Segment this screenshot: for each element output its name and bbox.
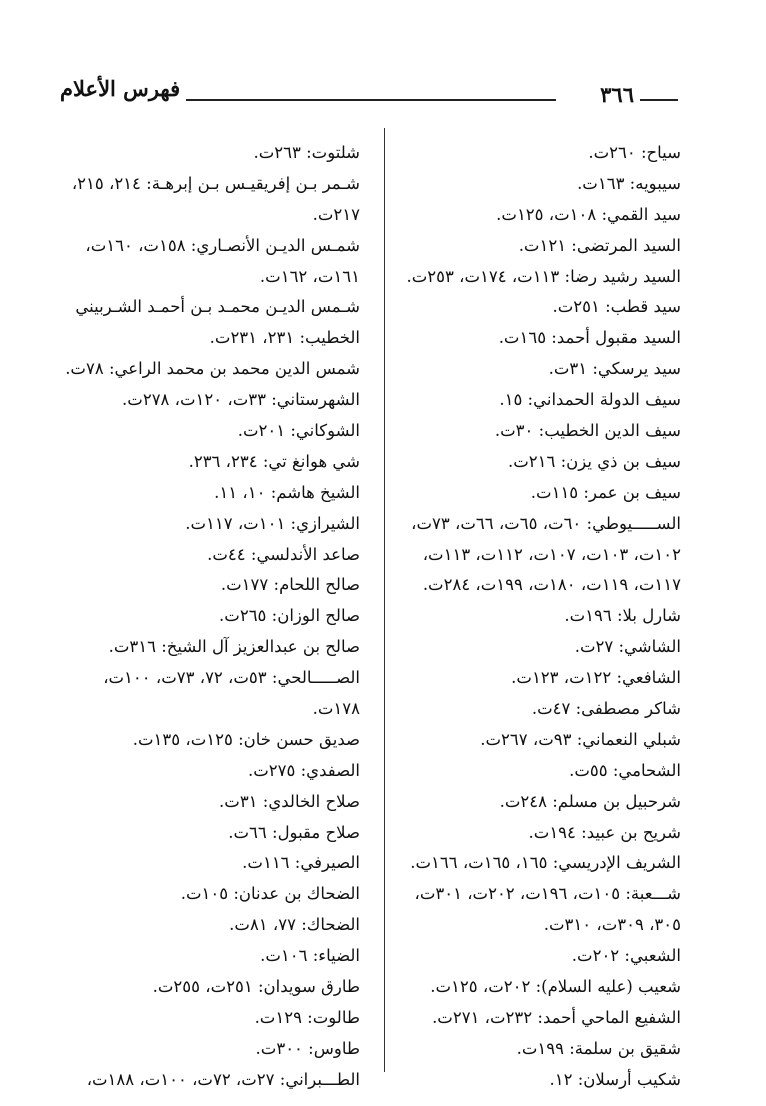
index-entry: الشحامي: ٥٥ت. xyxy=(569,760,681,780)
column-divider xyxy=(384,128,385,1072)
index-entry: سيد يرسكي: ٣١ت. xyxy=(548,359,681,379)
index-column-right xyxy=(405,138,681,1096)
index-entry: السيد المرتضى: ١٢١ت. xyxy=(518,235,681,255)
index-entry: الصيرفي: ١١٦ت. xyxy=(242,853,360,873)
index-entry: شمس الدين محمد بن محمد الراعي: ٧٨ت. xyxy=(65,359,360,379)
index-entry: شـمر بـن إفريقيـس بـن إبرهـة: ٢١٤، ٢١٥، xyxy=(71,173,360,193)
index-entry: سيف بن ذي يزن: ٢١٦ت. xyxy=(507,451,681,471)
header-rule xyxy=(186,99,556,101)
running-title: فهرس الأعلام xyxy=(60,76,181,101)
index-entry: الضحاك بن عدنان: ١٠٥ت. xyxy=(180,884,360,904)
index-entry: الشعبي: ٢٠٢ت. xyxy=(571,946,681,966)
index-entry: شلتوت: ٢٦٣ت. xyxy=(253,143,360,162)
index-entry: شريح بن عبيد: ١٩٤ت. xyxy=(528,822,681,842)
page-header xyxy=(60,78,678,112)
index-entry: شقيق بن سلمة: ١٩٩ت. xyxy=(516,1038,681,1058)
index-entry: شكيب أرسلان: ١٢. xyxy=(549,1069,681,1089)
index-entry: شـــعبة: ١٠٥ت، ١٩٦ت، ٢٠٢ت، ٣٠١ت، xyxy=(414,884,681,904)
index-entry: طالوت: ١٢٩ت. xyxy=(254,1007,360,1027)
index-entry: سيف الدين الخطيب: ٣٠ت. xyxy=(494,421,681,441)
index-entry: السيد رشيد رضا: ١١٣ت، ١٧٤ت، ٢٥٣ت. xyxy=(406,266,681,286)
index-entry: الصـــــالحي: ٥٣ت، ٧٢، ٧٣ت، ١٠٠ت، xyxy=(103,668,360,688)
index-entry: ١٧٨ت. xyxy=(312,699,360,719)
index-entry: الشفيع الماحي أحمد: ٢٣٢ت، ٢٧١ت. xyxy=(432,1007,681,1027)
index-entry: الشيرازي: ١٠١ت، ١١٧ت. xyxy=(185,513,360,533)
index-entry: صالح بن عبدالعزيز آل الشيخ: ٣١٦ت. xyxy=(108,637,360,657)
index-entry: سيبويه: ١٦٣ت. xyxy=(577,173,681,193)
index-entry: الضياء: ١٠٦ت. xyxy=(260,946,360,966)
index-entry: طارق سويدان: ٢٥١ت، ٢٥٥ت. xyxy=(152,977,360,997)
index-column-left xyxy=(65,138,360,1096)
index-entry: الشيخ هاشم: ١٠، ١١. xyxy=(214,482,360,502)
index-entry: ٣٠٥، ٣٠٩ت، ٣١٠ت. xyxy=(543,915,681,935)
index-entry: صاعد الأندلسي: ٤٤ت. xyxy=(207,544,360,564)
index-entry: صالح الوزان: ٢٦٥ت. xyxy=(219,606,360,626)
index-entry: صديق حسن خان: ١٢٥ت، ١٣٥ت. xyxy=(132,729,360,749)
index-entry: صلاح مقبول: ٦٦ت. xyxy=(228,822,360,842)
index-entry: الطـــبراني: ٢٧ت، ٧٢ت، ١٠٠ت، ١٨٨ت، xyxy=(86,1069,360,1089)
index-entry: شاكر مصطفى: ٤٧ت. xyxy=(531,699,681,719)
index-entry: السيد مقبول أحمد: ١٦٥ت. xyxy=(498,328,681,348)
index-entry: الشهرستاني: ٣٣ت، ١٢٠ت، ٢٧٨ت. xyxy=(122,390,360,410)
index-entry: الشاشي: ٢٧ت. xyxy=(574,637,681,657)
index-entry: الشوكاني: ٢٠١ت. xyxy=(237,421,360,441)
index-entry: ١١٧ت، ١١٩ت، ١٨٠ت، ١٩٩ت، ٢٨٤ت. xyxy=(422,575,681,595)
index-entry: شرحبيل بن مسلم: ٢٤٨ت. xyxy=(499,791,681,811)
index-entry: سيف الدولة الحمداني: ١٥. xyxy=(499,390,681,410)
index-entry: شعيب (عليه السلام): ٢٠٢ت، ١٢٥ت. xyxy=(430,977,681,997)
index-entry: سيف بن عمر: ١١٥ت. xyxy=(530,482,681,502)
index-entry: شمـس الديـن الأنصـاري: ١٥٨ت، ١٦٠ت، xyxy=(85,235,360,255)
index-entry: الشريف الإدريسي: ١٦٥، ١٦٥ت، ١٦٦ت. xyxy=(410,853,681,873)
index-entry: طاوس: ٣٠٠ت. xyxy=(255,1038,360,1058)
index-entry: شـمس الديـن محمـد بـن أحمـد الشـربيني xyxy=(75,297,360,317)
index-entry: سيد قطب: ٢٥١ت. xyxy=(552,297,681,317)
index-entry: شبلي النعماني: ٩٣ت، ٢٦٧ت. xyxy=(480,729,681,749)
index-entry: صالح اللحام: ١٧٧ت. xyxy=(220,575,360,595)
index-entry: شارل بلا: ١٩٦ت. xyxy=(564,606,681,626)
page-number: ٣٦٦ xyxy=(600,82,634,107)
index-entry: صلاح الخالدي: ٣١ت. xyxy=(219,791,360,811)
index-entry: الضحاك: ٧٧، ٨١ت. xyxy=(229,915,360,935)
index-entry: ١٠٢ت، ١٠٣ت، ١٠٧ت، ١١٢ت، ١١٣ت، xyxy=(422,544,681,564)
index-entry: الصفدي: ٢٧٥ت. xyxy=(247,760,360,780)
index-entry: الخطيب: ٢٣١، ٢٣١ت. xyxy=(209,328,360,348)
index-entry: الســـــيوطي: ٦٠ت، ٦٥ت، ٦٦ت، ٧٣ت، xyxy=(411,513,681,533)
index-entry: ١٦١ت، ١٦٢ت. xyxy=(259,266,360,286)
index-entry: سيد القمي: ١٠٨ت، ١٢٥ت. xyxy=(496,204,681,224)
index-entry: ٢١٧ت. xyxy=(312,204,360,224)
header-dash xyxy=(640,99,678,101)
index-entry: الشافعي: ١٢٢ت، ١٢٣ت. xyxy=(511,668,681,688)
index-entry: شي هوانغ تي: ٢٣٤، ٢٣٦. xyxy=(188,451,360,471)
index-entry: سياح: ٢٦٠ت. xyxy=(588,143,681,162)
